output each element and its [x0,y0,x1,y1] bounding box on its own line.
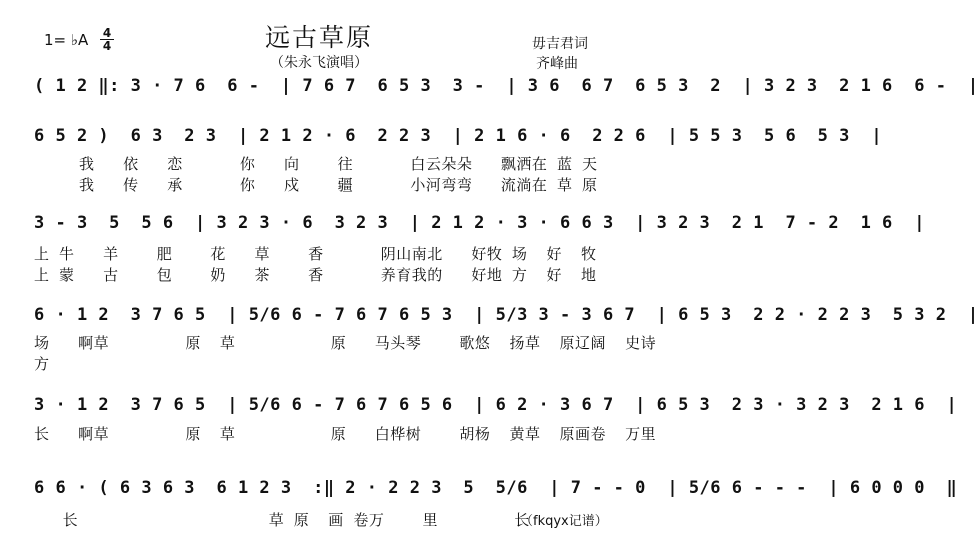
lyric-verse-2: 方 [34,355,50,373]
lyric-verse-1: 长 啊草 原 草 原 白桦树 胡杨 黄草 原画卷 万里 [34,425,657,443]
lyric-verse-1: 场 啊草 原 草 原 马头琴 歌悠 扬草 原辽阔 史诗 [34,334,657,352]
lyric-verse-1: 长 草 原 画 卷万 里 长 [34,511,530,529]
lyric-verse-2: 我 传 承 你 戍 疆 小河弯弯 流淌在 草 原 [60,176,598,194]
lyric-verse-2: 上 蒙 古 包 奶 茶 香 养育我的 好地 方 好 地 [34,266,597,284]
notation-line: 3 · 1 2 3 7 6 5 | 5/6 6 - 7 6 7 6 5 6 | 6 2 · 3 6 7 | 6 5 3 2 3 · 3 2 3 2 1 6 | [34,395,958,415]
key-signature: 1= ♭A [44,31,89,49]
transcriber-credit: （fkqyx记谱） [520,514,608,529]
notation-line: 6 6 · ( 6 3 6 3 6 1 2 3 :‖ 2 · 2 2 3 5 5/6 | 7 - - 0 | 5/6 6 - - - | 6 0 0 0 ‖ [34,478,958,498]
notation-line: 6 · 1 2 3 7 6 5 | 5/6 6 - 7 6 7 6 5 3 | 5/3 3 - 3 6 7 | 6 5 3 2 2 · 2 2 3 5 3 2 | [34,305,979,325]
lyric-verse-1: 我 依 恋 你 向 往 白云朵朵 飘洒在 蓝 天 [60,155,598,173]
score-line-1 [0,76,979,130]
score-line-3 [0,213,925,284]
lyricist-credit: 毋吉君词 [532,36,588,52]
notation-line: 3 - 3 5 5 6 | 3 2 3 · 6 3 2 3 | 2 1 2 · 3 · 6 6 3 | 3 2 3 2 1 7 - 2 1 6 | [34,213,925,233]
singer-credit: （朱永飞演唱） [270,55,368,71]
notation-line: 6 5 2 ) 6 3 2 3 | 2 1 2 · 6 2 2 3 | 2 1 6 · 6 2 2 6 | 5 5 3 5 6 5 3 | [34,126,883,146]
composer-credit: 齐峰曲 [536,56,578,72]
score-line-2 [0,126,883,194]
lyric-verse-1: 上 牛 羊 肥 花 草 香 阴山南北 好牧 场 好 牧 [34,245,597,263]
notation-line: ( 1 2 ‖: 3 · 7 6 6 - | 7 6 7 6 5 3 3 - | 3 6 6 7 6 5 3 2 | 3 2 3 2 1 6 6 - | [34,76,979,96]
time-signature-bottom: 4 [102,39,112,53]
score-line-4 [0,305,979,373]
song-title: 远古草原 [264,23,373,52]
time-signature-top: 4 [100,27,114,40]
score-line-5 [0,395,958,449]
